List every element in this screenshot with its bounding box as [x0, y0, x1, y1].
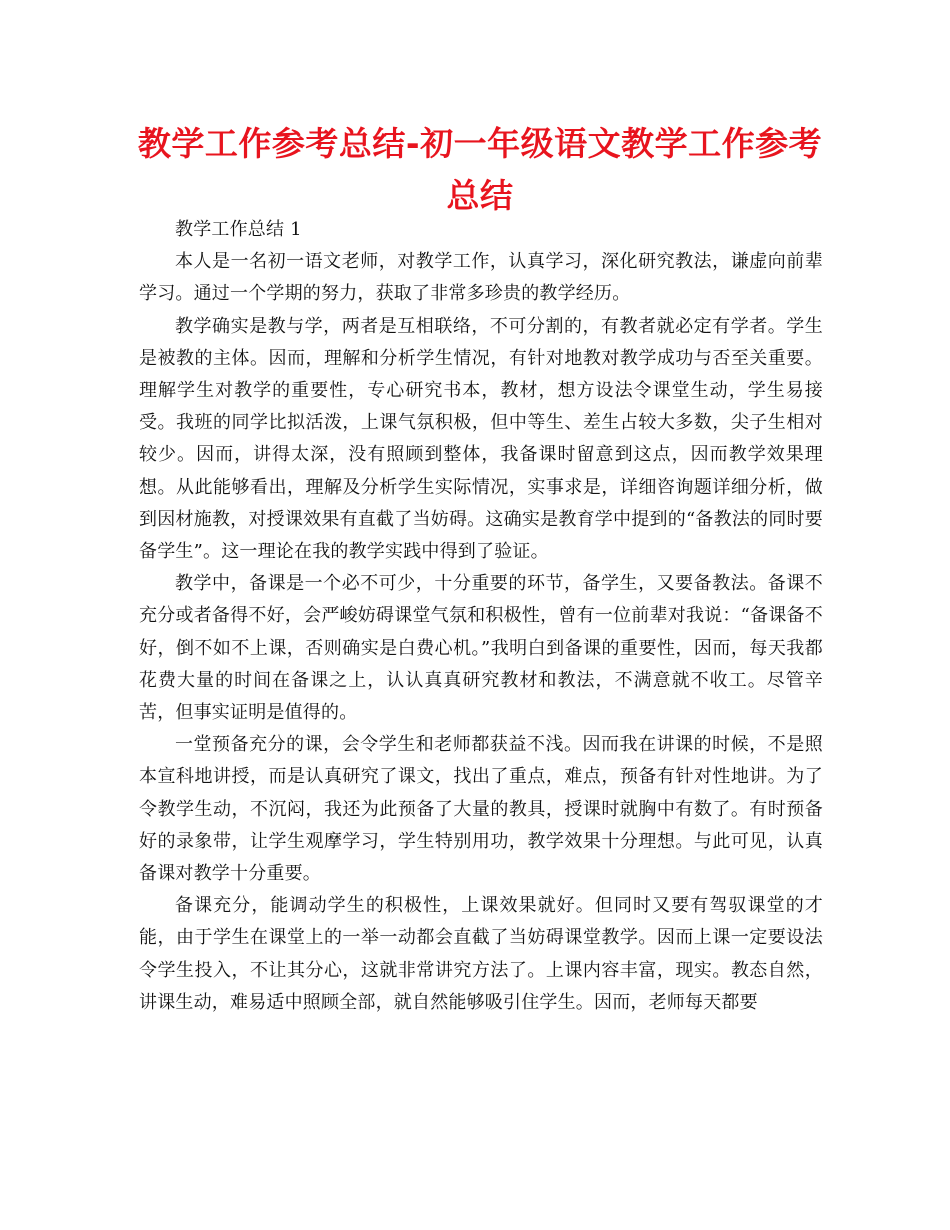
- paragraph-3: 教学中，备课是一个必不可少，十分重要的环节，备学生，又要备教法。备课不充分或者备得不好，会严峻妨碍课堂气氛和积极性，曾有一位前辈对我说：“备课备不好，倒不如不上课，否则确实是白费心机。”我明白到备课的重要性，因而，每天我都花费大量的时间在备课之上，认认真真研究教材和教法，不满意就不收工。尽管辛苦，但事实证明是值得的。: [139, 573, 823, 724]
- document-title: 教学工作参考总结-初一年级语文教学工作参考总结: [137, 124, 823, 215]
- paragraph-1: 本人是一名初一语文老师，对教学工作，认真学习，深化研究教法，谦虚向前辈学习。通过一个学期的努力，获取了非常多珍贵的教学经历。: [139, 251, 823, 305]
- document-body: [139, 214, 823, 1019]
- paragraph-2: 教学确实是教与学，两者是互相联络，不可分割的，有教者就必定有学者。学生是被教的主体。因而，理解和分析学生情况，有针对地教对教学成功与否至关重要。理解学生对教学的重要性，专心研究书本，教材，想方设法令课堂生动，学生易接受。我班的同学比拟活泼，上课气氛积极，但中等生、差生占较大多数，尖子生相对较少。因而，讲得太深，没有照顾到整体，我备课时留意到这点，因而教学效果理想。从此能够看出，理解及分析学生实际情况，实事求是，详细咨询题详细分析，做到因材施教，对授课效果有直截了当妨碍。这确实是教育学中提到的“备教法的同时要备学生”。这一理论在我的教学实践中得到了验证。: [139, 315, 823, 563]
- paragraph-4: 一堂预备充分的课，会令学生和老师都获益不浅。因而我在讲课的时候，不是照本宣科地讲授，而是认真研究了课文，找出了重点，难点，预备有针对性地讲。为了令教学生动，不沉闷，我还为此预备了大量的教具，授课时就胸中有数了。有时预备好的录象带，让学生观摩学习，学生特别用功，教学效果十分理想。与此可见，认真备课对教学十分重要。: [139, 734, 823, 885]
- section-heading: 教学工作总结 1: [175, 219, 302, 240]
- paragraph-5: 备课充分，能调动学生的积极性，上课效果就好。但同时又要有驾驭课堂的才能，由于学生在课堂上的一举一动都会直截了当妨碍课堂教学。因而上课一定要设法令学生投入，不让其分心，这就非常讲究方法了。上课内容丰富，现实。教态自然，讲课生动，难易适中照顾全部，就自然能够吸引住学生。因而，老师每天都要: [139, 895, 823, 1013]
